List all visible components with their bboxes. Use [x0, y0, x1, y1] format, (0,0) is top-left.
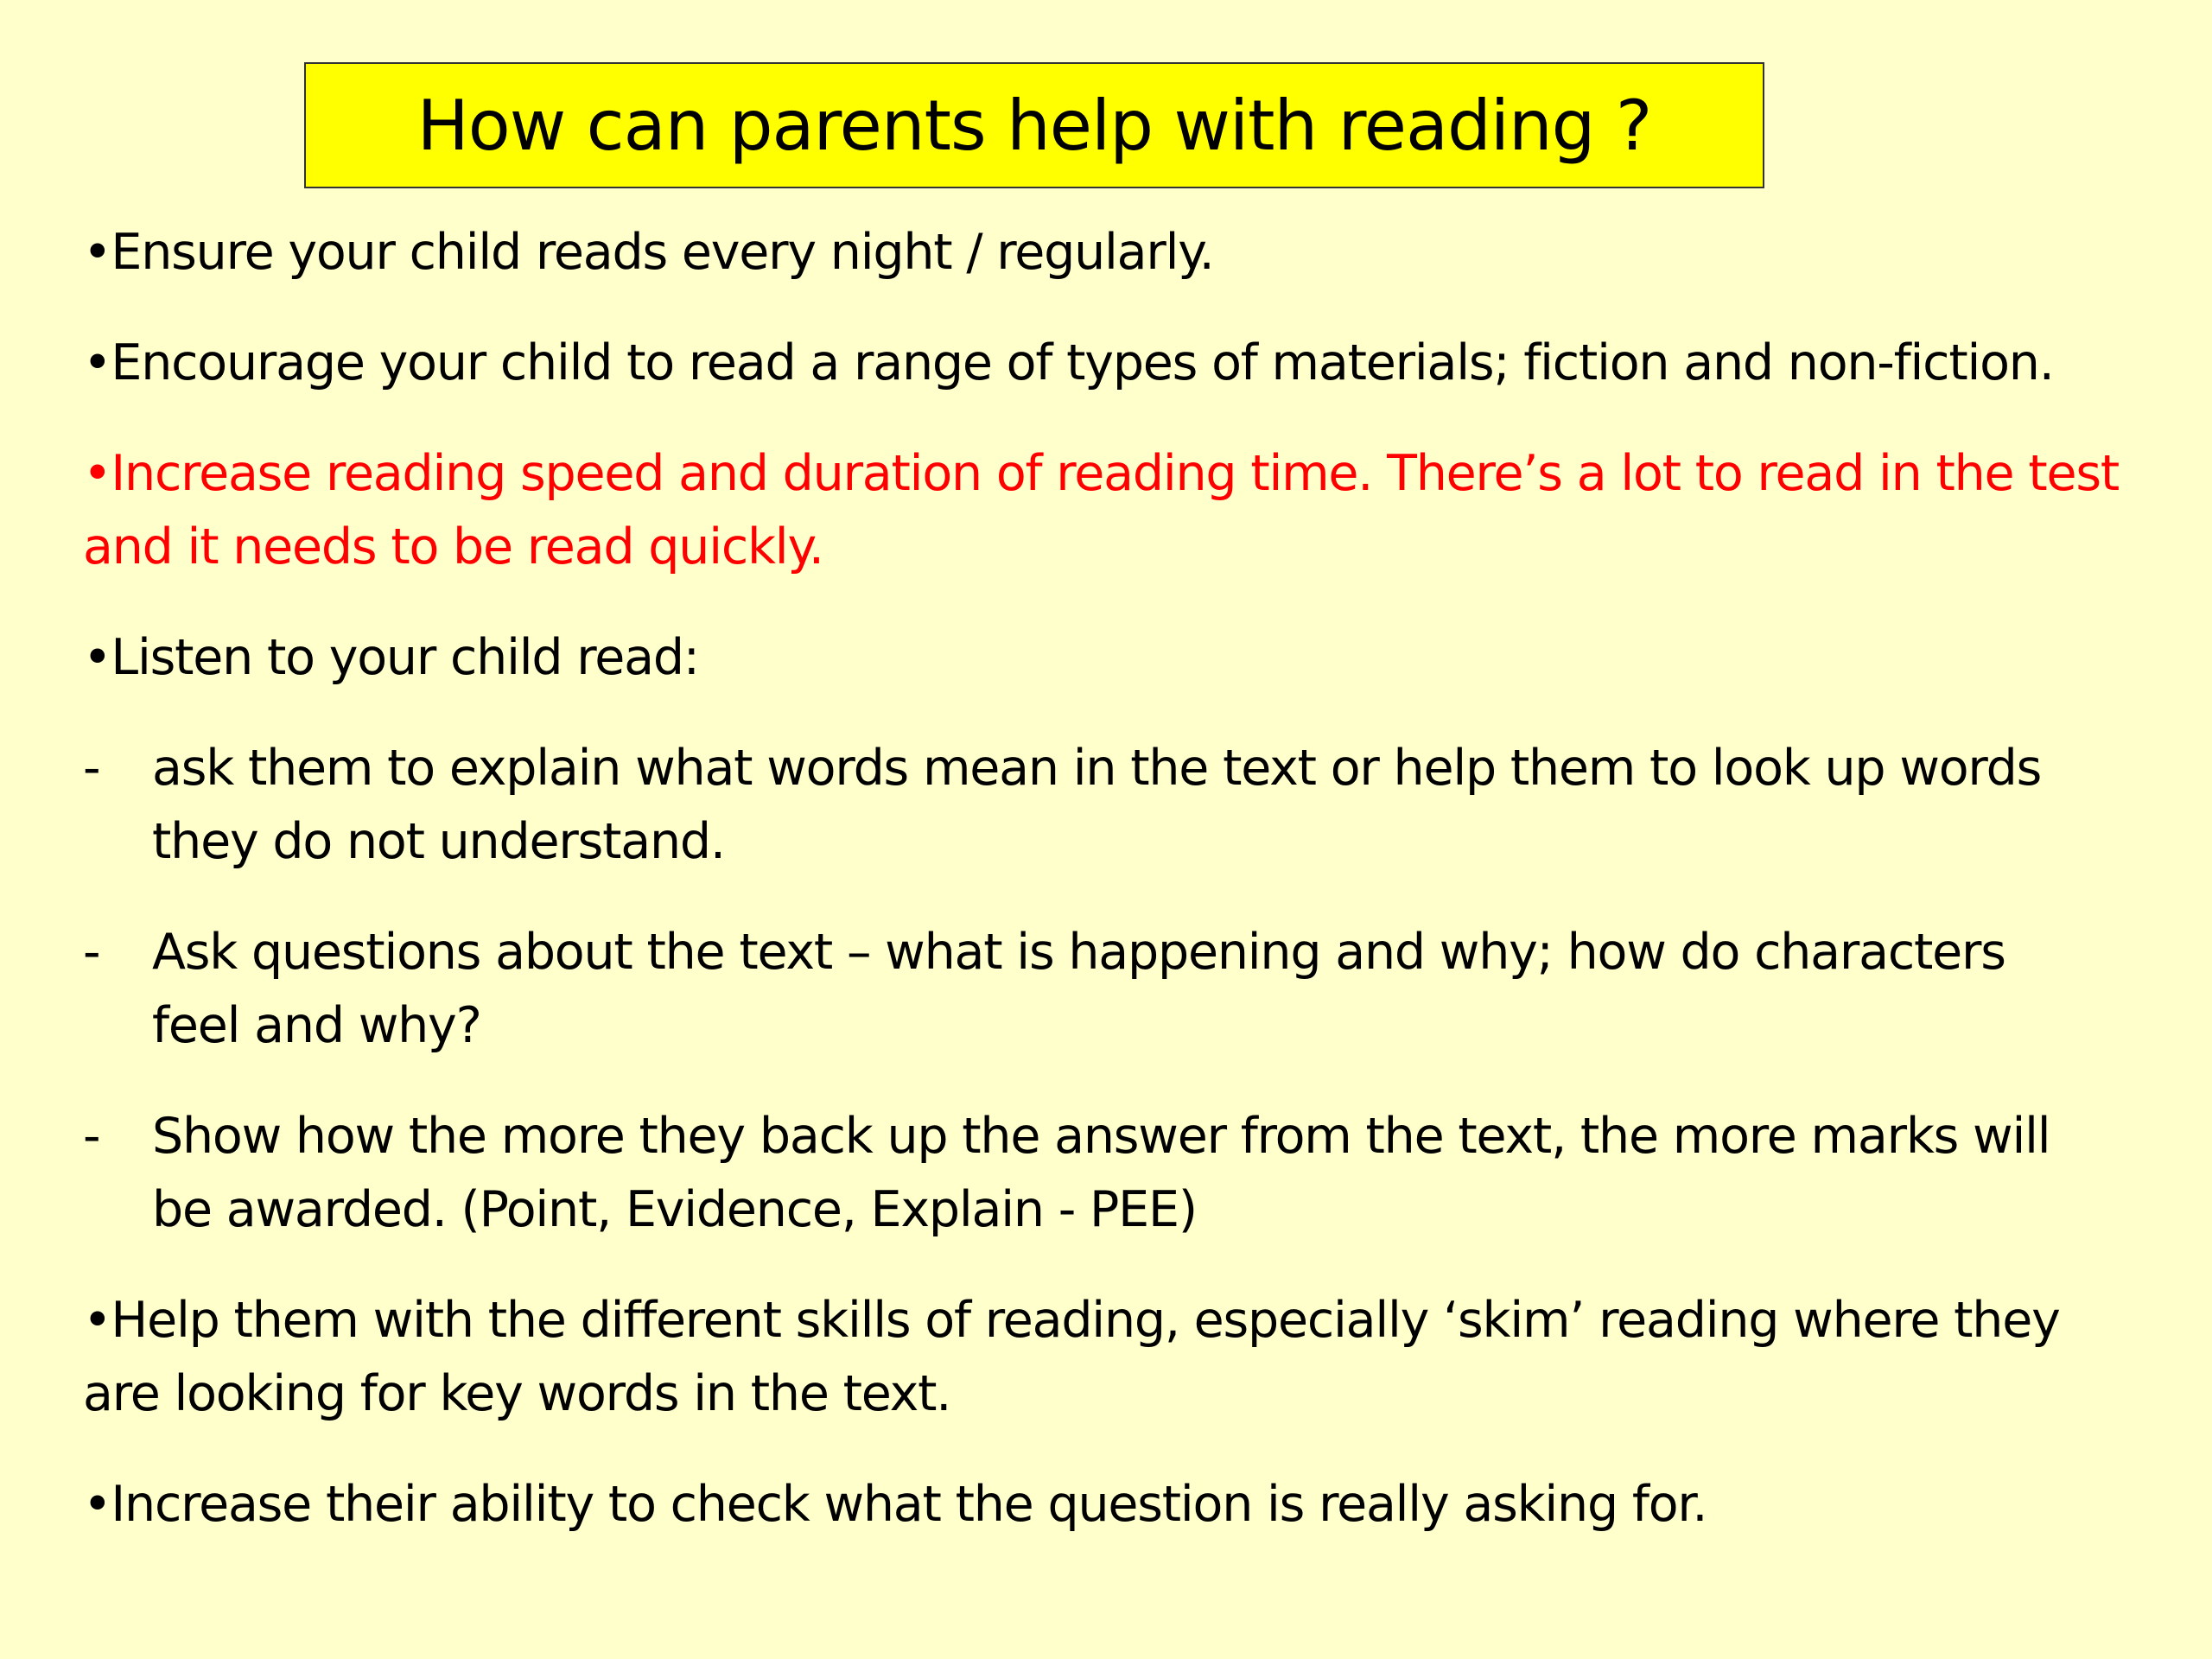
dash-marker: - [83, 924, 100, 981]
dash-item-ask-questions [83, 916, 2139, 1063]
dash-marker: - [83, 1108, 100, 1165]
bullet-text: Ensure your child reads every night / regularly. [111, 224, 1214, 281]
bullet-text: Increase reading speed and duration of reading time. There’s a lot to read in the test and it needs to be read quickly. [83, 445, 2119, 575]
slide-title: How can parents help with reading ? [416, 85, 1652, 166]
dash-item-back-up-answer [83, 1100, 2139, 1247]
dash-text: ask them to explain what words mean in the text or help them to look up words they do not understand. [152, 740, 2042, 870]
bullet-item-reads-every-night [83, 216, 2139, 289]
slide-body [83, 216, 2139, 1579]
bullet-marker: • [83, 334, 111, 391]
bullet-marker: • [83, 1292, 111, 1349]
bullet-item-range-of-materials [83, 327, 2139, 400]
bullet-item-reading-speed [83, 437, 2139, 584]
bullet-text: Encourage your child to read a range of types of materials; fiction and non-fiction. [111, 334, 2054, 391]
bullet-marker: • [83, 224, 111, 281]
bullet-item-check-question [83, 1468, 2139, 1541]
bullet-item-listen-to-child [83, 621, 2139, 695]
title-box [304, 62, 1764, 188]
bullet-text: Help them with the different skills of reading, especially ‘skim’ reading where they are looking for key words in the text. [83, 1292, 2060, 1422]
dash-text: Show how the more they back up the answer from the text, the more marks will be awarded. (Point, Evidence, Explain - PEE) [152, 1108, 2050, 1238]
bullet-text: Listen to your child read: [111, 629, 699, 686]
dash-text: Ask questions about the text – what is happening and why; how do characters feel and why? [152, 924, 2005, 1054]
bullet-item-skim-reading [83, 1284, 2139, 1431]
dash-item-explain-words [83, 732, 2139, 879]
dash-marker: - [83, 740, 100, 797]
bullet-text: Increase their ability to check what the question is really asking for. [111, 1476, 1707, 1533]
bullet-marker: • [83, 445, 111, 502]
bullet-marker: • [83, 629, 111, 686]
bullet-marker: • [83, 1476, 111, 1533]
